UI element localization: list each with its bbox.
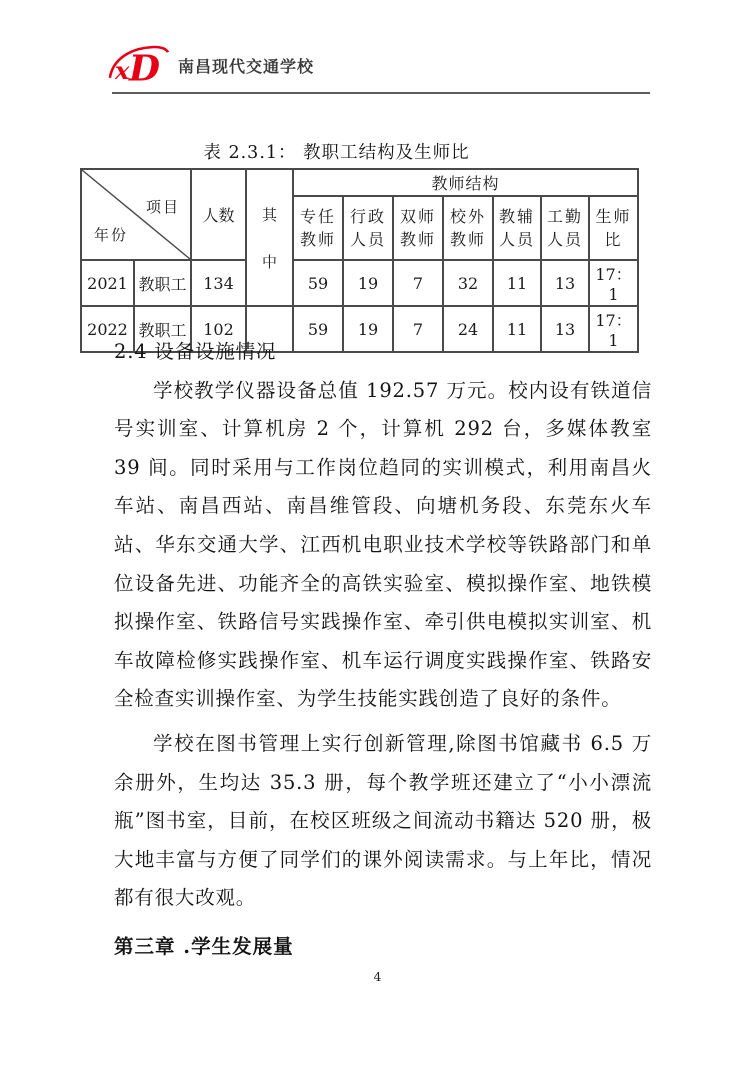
paragraph-equipment: 学校教学仪器设备总值 192.57 万元。校内设有铁道信号实训室、计算机房 2 个，计算机 292 台，多媒体教室 39 间。同时采用与工作岗位趋同的实训模式，利用南昌火车站、南昌西站、南昌维管段、向塘机务段、东莞东火车站、华东交通大学、江西机电职业技术学校等铁路部门和单位设备先进、功能齐全的高铁实验室、模拟操作室、地铁模拟操作室、铁路信号实践操作室、牵引供电模拟实训室、机车故障检修实践操作室、机车运行调度实践操作室、铁路安全检查实训操作室、为学生技能实践创造了良好的条件。 <box>114 378 652 711</box>
chapter-heading: 第三章 .学生发展量 <box>114 934 294 958</box>
page-header <box>112 42 650 94</box>
paragraph-library: 学校在图书管理上实行创新管理,除图书馆藏书 6.5 万余册外，生均达 35.3 册，每个教学班还建立了“小小漂流瓶”图书室，目前，在校区班级之间流动书籍达 520 册，极大地丰富与方便了同学们的课外阅读需求。与上年比，情况都有很大改观。 <box>114 731 652 910</box>
page-number: 4 <box>373 969 382 984</box>
cell-value: 13 <box>541 260 589 306</box>
corner-header-cell <box>81 169 191 260</box>
table-title: 表 2.3.1： 教职工结构及生师比 <box>203 143 470 163</box>
corner-label-year: 年份 <box>94 226 129 244</box>
qizhong-char-top: 其 <box>261 205 277 224</box>
school-name: 南昌现代交通学校 <box>178 58 315 76</box>
cell-item: 教职工 <box>134 260 191 306</box>
cell-value: 17：1 <box>589 260 638 306</box>
header-shengshibi: 生师比 <box>589 196 638 260</box>
qizhong-char-bottom: 中 <box>261 252 277 271</box>
corner-label-item: 项目 <box>145 198 180 216</box>
cell-renshu: 134 <box>191 260 246 306</box>
cell-value: 7 <box>393 260 443 306</box>
cell-item: 教职工 <box>134 306 191 352</box>
body-content <box>114 333 652 967</box>
cell-value: 7 <box>393 306 443 352</box>
header-jiaofu: 教辅人员 <box>493 196 541 260</box>
header-qizhong <box>246 169 293 306</box>
cell-renshu: 102 <box>191 306 246 352</box>
cell-value: 19 <box>343 306 393 352</box>
svg-text:D: D <box>129 47 161 88</box>
cell-value: 32 <box>443 260 493 306</box>
cell-value: 17：1 <box>589 306 638 352</box>
cell-value: 24 <box>443 306 493 352</box>
table-row-2021 <box>81 260 638 306</box>
header-xingzheng: 行政人员 <box>343 196 393 260</box>
cell-value: 11 <box>493 306 541 352</box>
header-shuangshi: 双师教师 <box>393 196 443 260</box>
staff-structure-table <box>80 168 639 353</box>
header-gongqin: 工勤人员 <box>541 196 589 260</box>
header-renshu: 人数 <box>191 169 246 260</box>
cell-year: 2022 <box>81 306 134 352</box>
cell-value: 59 <box>293 306 343 352</box>
svg-text:x: x <box>115 56 130 86</box>
header-xiaowai: 校外教师 <box>443 196 493 260</box>
cell-value: 11 <box>493 260 541 306</box>
cell-value: 19 <box>343 260 393 306</box>
cell-value: 13 <box>541 306 589 352</box>
header-zhuanren: 专任教师 <box>293 196 343 260</box>
school-logo-icon <box>106 42 170 88</box>
cell-year: 2021 <box>81 260 134 306</box>
cell-value: 59 <box>293 260 343 306</box>
header-teacher-structure: 教师结构 <box>293 169 638 196</box>
section-heading: 2.4 设备设施情况 <box>114 340 277 363</box>
